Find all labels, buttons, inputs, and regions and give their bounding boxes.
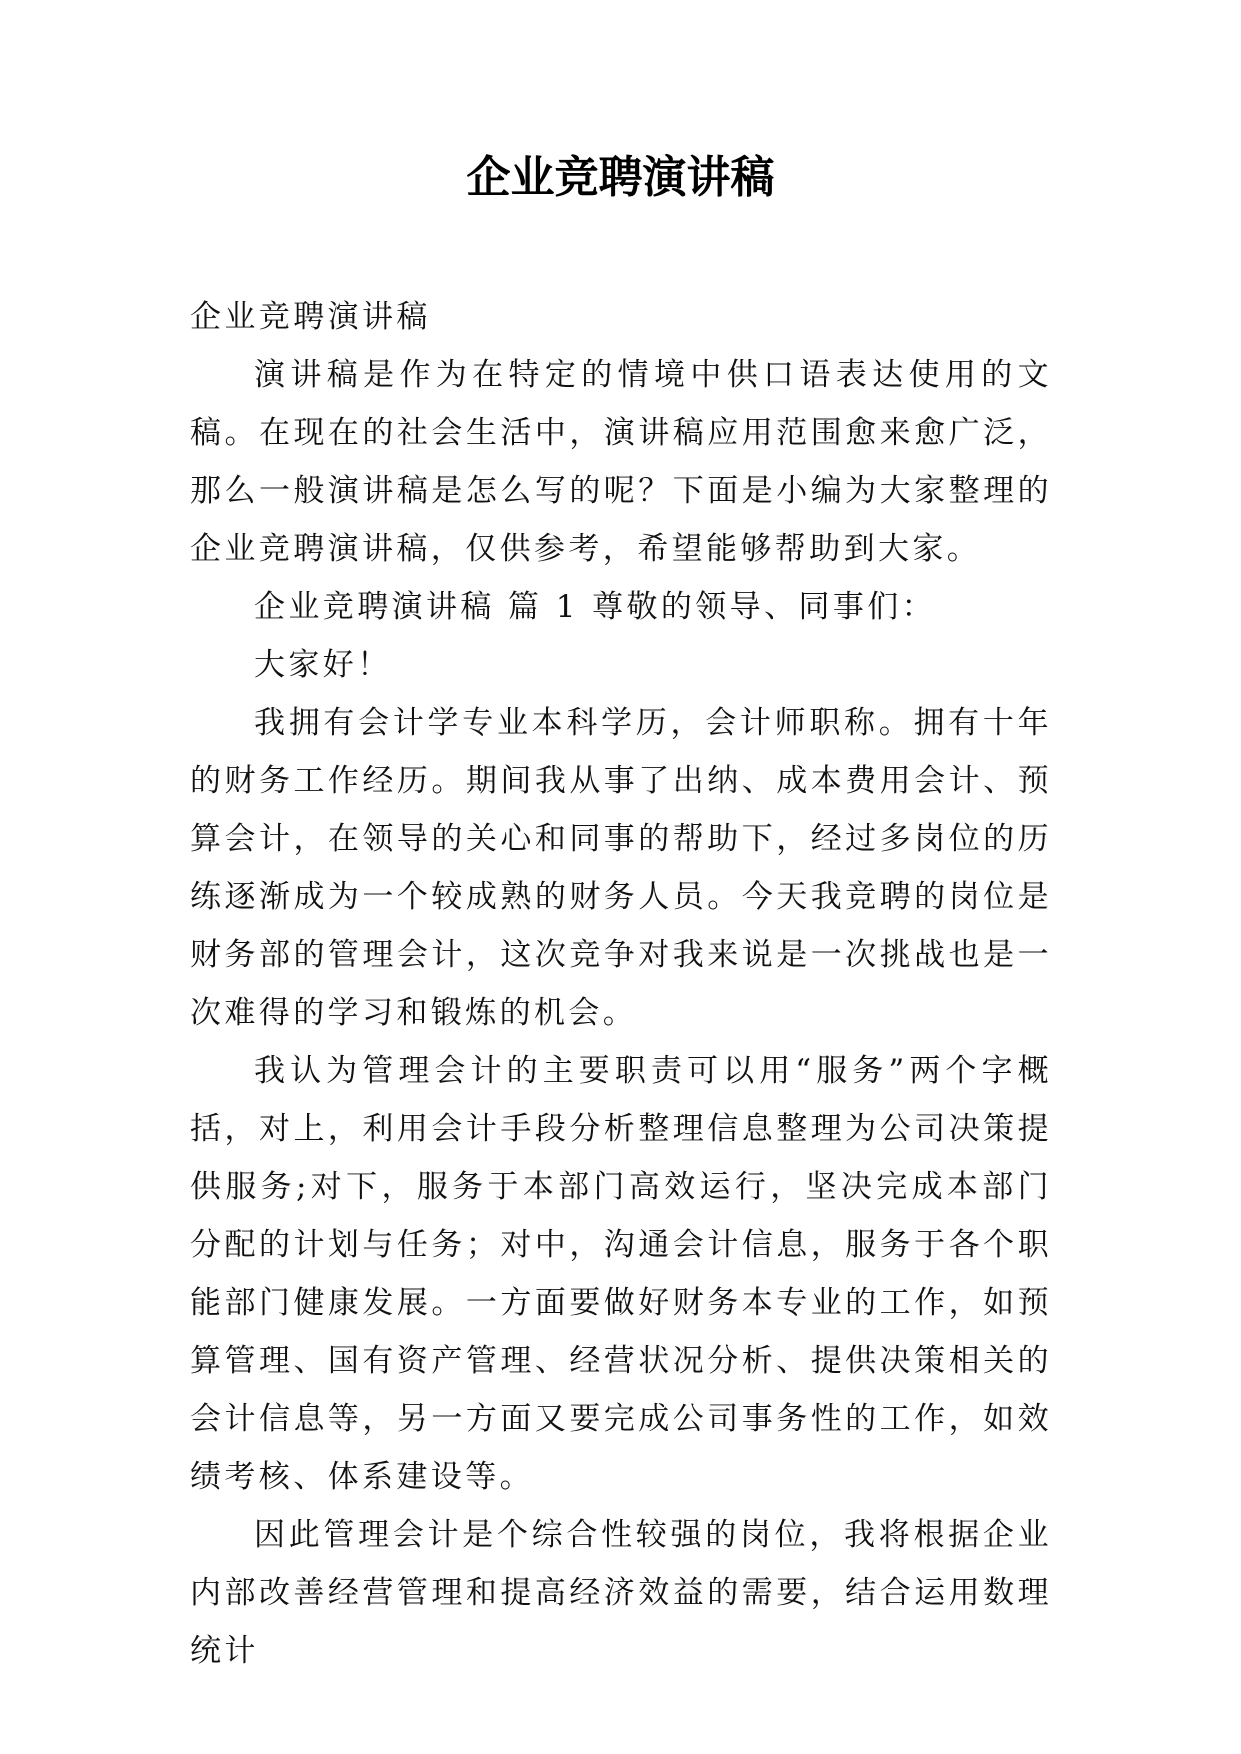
paragraph-heading: 企业竞聘演讲稿	[190, 299, 431, 335]
paragraph-background: 我拥有会计学专业本科学历，会计师职称。拥有十年的财务工作经历。期间我从事了出纳、成本费用会计、预算会计，在领导的关心和同事的帮助下，经过多岗位的历练逐渐成为一个较成熟的财务人员。今天我竞聘的岗位是财务部的管理会计，这次竞争对我来说是一次挑战也是一次难得的学习和锻炼的机会。	[190, 705, 1052, 1031]
document-body	[190, 288, 1052, 1680]
paragraph-duties: 我认为管理会计的主要职责可以用“服务”两个字概括，对上，利用会计手段分析整理信息整理为公司决策提供服务;对下，服务于本部门高效运行，坚决完成本部门分配的计划与任务；对中，沟通会计信息，服务于各个职能部门健康发展。一方面要做好财务本专业的工作，如预算管理、国有资产管理、经营状况分析、提供决策相关的会计信息等，另一方面又要完成公司事务性的工作，如效绩考核、体系建设等。	[190, 1053, 1052, 1495]
paragraph-hello: 大家好！	[254, 647, 392, 683]
paragraph-intro: 演讲稿是作为在特定的情境中供口语表达使用的文稿。在现在的社会生活中，演讲稿应用范围愈来愈广泛，那么一般演讲稿是怎么写的呢？下面是小编为大家整理的企业竞聘演讲稿，仅供参考，希望能够帮助到大家。	[190, 357, 1052, 567]
paragraph-section-1-greeting: 企业竞聘演讲稿 篇 1 尊敬的领导、同事们：	[254, 589, 937, 625]
paragraph-plan: 因此管理会计是个综合性较强的岗位，我将根据企业内部改善经营管理和提高经济效益的需要，结合运用数理统计	[190, 1517, 1052, 1669]
document-title: 企业竞聘演讲稿	[466, 152, 775, 203]
